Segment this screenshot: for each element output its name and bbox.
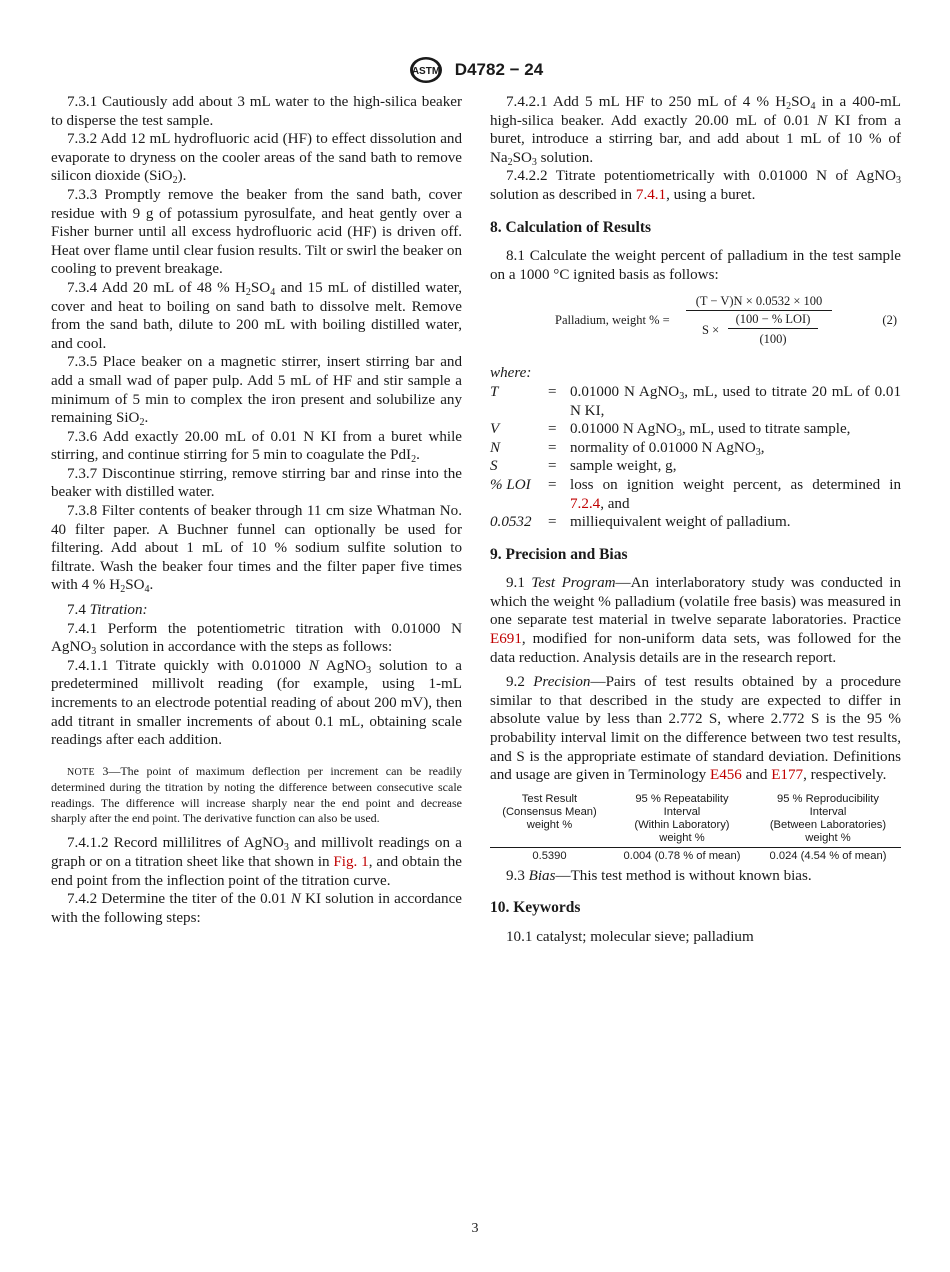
table-cell: 0.004 (0.78 % of mean) [623,849,741,862]
definition-equals: = [548,476,557,493]
page-number: 3 [471,1221,479,1236]
para-10-1: 10.1 catalyst; molecular sieve; palladium [506,929,754,946]
definition-text: milliequivalent weight of palladium. [570,514,791,531]
definition-row [490,457,901,476]
para-9-2: 9.2 Precision—Pairs of test results obtained by a procedure similar to that described in the study are expected to differ in absolute value by less than 2.772 S, where 2.772 S is the 95 % probability interval limit on the difference between two test results, and S is the appropriate estimate of standard deviation. Definitions and usage are given in Terminology E456 and E177, respectively. [490,674,901,784]
equation-lhs: Palladium, weight % = [555,313,670,328]
para-7-3-5: 7.3.5 Place beaker on a magnetic stirrer, insert stirring bar and add a small wad of paper pulp. Add 5 mL of HF and stir sample a minimum of 5 min to complex the iron present and solubilize any remaining SiO$_2$. [51,354,462,429]
para-7-4-heading: 7.4 Titration: [67,602,148,619]
equation-numerator: (T − V)N × 0.0532 × 100 [695,294,823,309]
definition-text: loss on ignition weight percent, as determined in 7.2.4, and [570,476,901,512]
definition-row [490,439,901,458]
para-9-1: 9.1 Test Program—An interlaboratory study was conducted in which the weight % palladium (volatile free basis) was measured in one separate test material in twelve separate laboratories. Practice E691, modified for non-uniform data sets, was followed for the data reduction. Analysis details are in the research report. [490,575,901,666]
precision-table [490,793,901,863]
para-7-4-2-2: 7.4.2.2 Titrate potentiometrically with 0.01000 N of AgNO$_3$ solution as described in 7.4.1, using a buret. [490,168,901,203]
equation-inner-numerator: (100 − % LOI) [735,312,811,327]
para-7-3-4: 7.3.4 Add 20 mL of 48 % $H_2SO_4$ and 15 mL of distilled water, cover and heat to boiling on sand bath to dissolve melt. Remove from the sand bath, dilute to 200 mL with boiling distilled water, and cool. [51,279,462,352]
definition-symbol: S [490,458,498,475]
definition-symbol: % LOI [490,476,531,493]
table-header-test-result: Test Result (Consensus Mean) weight % [490,793,609,847]
para-7-3-8: 7.3.8 Filter contents of beaker through 11 cm size Whatman No. 40 filter paper. A Buchner funnel can optionally be used for filtering. Add about 1 mL of 10 % sodium sulfite solution to filtrate. Wash the beaker four times and the filter paper five times with 4 % $H_2SO_4$. [51,503,462,596]
left-column [51,93,462,927]
section-10-heading: 10. Keywords [490,899,581,917]
para-9-3: 9.3 Bias—This test method is without known bias. [506,867,812,884]
para-7-3-1: 7.3.1 Cautiously add about 3 mL water to the high-silica beaker to disperse the test sample. [51,94,462,129]
e177-link[interactable]: E177 [771,767,804,784]
definition-row [490,476,901,513]
fig-1-link[interactable]: Fig. 1 [333,854,369,870]
para-7-4-2: 7.4.2 Determine the titer of the 0.01 N KI solution in accordance with the following steps: [51,891,462,926]
para-7-3-7: 7.3.7 Discontinue stirring, remove stirring bar and rinse into the beaker with distilled water. [51,465,462,501]
table-row [490,847,901,863]
definition-equals: = [548,383,557,400]
e691-link[interactable]: E691 [490,631,522,648]
astm-logo-icon [407,55,445,85]
right-column [490,93,901,947]
equation-2 [490,290,901,354]
definition-row [490,383,901,420]
definition-symbol: T [490,383,499,400]
definition-row [490,420,901,439]
definition-text: 0.01000 N AgNO$_3$, mL, used to titrate sample, [570,421,851,440]
table-cell: 0.5390 [532,849,567,862]
variable-definitions [490,383,901,532]
section-7-2-4-link[interactable]: 7.2.4 [570,495,601,512]
page-header [0,55,950,85]
logo-text: ASTM [411,66,440,77]
para-7-3-3: 7.3.3 Promptly remove the beaker from the sand bath, cover residue with 9 g of potassium pyrosulfate, and heat gently over a Fisher burner until all excess hydrofluoric acid (HF) is driven off. Heat over flame until clear fusion results. Tilt or swirl the beaker on cooling to prevent breakage. [51,186,462,278]
definition-equals: = [548,439,557,456]
where-label: where: [490,365,532,382]
table-header-reproducibility: 95 % Reproducibility Interval (Between Laboratories) weight % [755,793,901,847]
para-7-4-1-1: 7.4.1.1 Titrate quickly with 0.01000 N AgNO$_3$ solution to a predetermined millivolt reading (for example, using 1-mL increments to an electrode potential reading of about 200 mV), then add titrant in smaller increments of about 0.1 mL, obtaining scale readings after each addition. [51,657,462,749]
equation-denominator-s: S × [702,323,720,338]
para-7-3-6: 7.3.6 Add exactly 20.00 mL of 0.01 N KI from a buret while stirring, and continue stirring for 5 min to coagulate the PdI$_2$. [51,428,462,466]
section-9-heading: 9. Precision and Bias [490,545,628,563]
definition-equals: = [548,514,557,531]
definition-text: sample weight, g, [570,458,677,475]
equation-inner-denominator: (100) [759,332,787,347]
definition-symbol: N [490,439,501,456]
para-8-1: 8.1 Calculate the weight percent of palladium in the test sample on a 1000 °C ignited basis as follows: [490,248,901,283]
para-7-4-1-2: 7.4.1.2 Record millilitres of AgNO$_3$ and millivolt readings on a graph or on a titration sheet like that shown in Fig. 1, and obtain the end point from the inflection point of the titration curve. [51,835,462,889]
definition-equals: = [548,458,557,475]
section-8-heading: 8. Calculation of Results [490,218,652,236]
para-7-4-2-1: 7.4.2.1 Add 5 mL HF to 250 mL of 4 % $H_2SO_4$ in a 400-mL high-silica beaker. Add exactly 20.00 mL of 0.01 N KI from a buret, introduce a stirring bar, and add about 1 mL of 10 % of $Na_2SO_3$ solution. [490,94,902,168]
section-7-4-1-link[interactable]: 7.4.1 [635,186,667,203]
definition-symbol: 0.0532 [490,514,532,531]
table-cell: 0.024 (4.54 % of mean) [769,849,887,862]
document-designation: D4782 − 24 [454,60,544,79]
e456-link[interactable]: E456 [709,767,742,784]
definition-symbol: V [490,421,500,438]
definition-equals: = [548,421,557,438]
para-7-3-2: 7.3.2 Add 12 mL hydrofluoric acid (HF) to effect dissolution and evaporate to dryness on the cooler areas of the sand bath to remove silicon dioxide (SiO$_2$). [51,131,462,187]
para-7-4-1: 7.4.1 Perform the potentiometric titration with 0.01000 N AgNO$_3$ solution in accordance with the steps as follows: [51,620,462,658]
definition-text: 0.01000 N AgNO$_3$, mL, used to titrate 20 mL of 0.01 N KI, [570,383,901,419]
inner-fraction-bar [728,328,818,329]
equation-number: (2) [882,313,897,328]
definition-text: normality of 0.01000 N AgNO$_3$, [570,439,765,458]
table-header-repeatability: 95 % Repeatability Interval (Within Laboratory) weight % [609,793,755,847]
definition-row [490,513,901,532]
note-3: NOTE 3—The point of maximum deflection per increment can be readily determined during the titration by noting the difference between consecutive scale readings. The difference will increase sharply near the end point and decrease sharply after the end point. The derivative function can also be used. [51,763,462,825]
